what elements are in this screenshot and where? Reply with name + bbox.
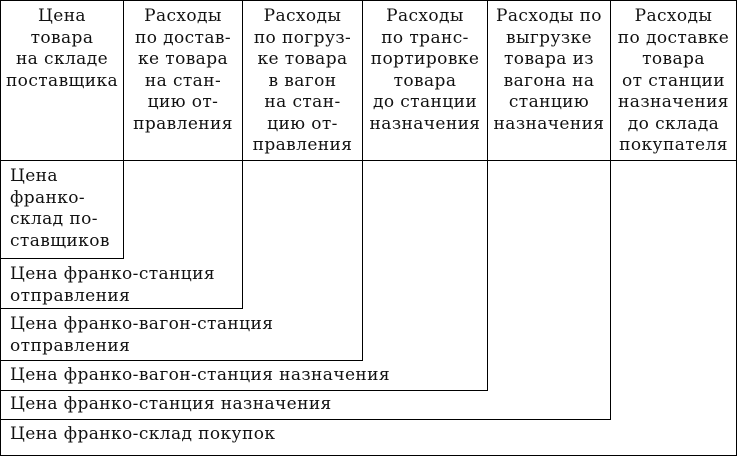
column-header-delivery-to-station: Расходы по достав- ке товара на стан- цию от- правления — [133, 6, 233, 134]
row-label-buyer-warehouse: Цена франко-склад покупок — [10, 424, 276, 444]
row-label-departure-station: Цена франко-станция отправления — [10, 264, 215, 306]
row-label-destination-station: Цена франко-станция назначения — [10, 394, 332, 414]
column-header-delivery-to-buyer: Расходы по доставке товара от станции назначения до склада покупателя — [617, 6, 730, 155]
column-header-loading-costs: Расходы по погруз- ке товара в вагон на стан- цию от- правления — [252, 6, 353, 155]
row-line-3 — [0, 360, 363, 361]
border-bottom — [0, 455, 737, 456]
row-label-supplier-warehouse: Цена франко- склад по- ставщиков — [10, 166, 110, 251]
row-label-departure-wagon: Цена франко-вагон-станция отправления — [10, 314, 274, 356]
row-line-1 — [0, 258, 124, 259]
border-top — [0, 0, 737, 1]
column-header-transport-costs: Расходы по транс- портировке товара до станции назначения — [369, 6, 481, 134]
row-line-4 — [0, 390, 488, 391]
column-header-unloading-costs: Расходы по выгрузке товара из вагона на станцию назначения — [493, 6, 605, 134]
row-label-destination-wagon: Цена франко-вагон-станция назначения — [10, 365, 391, 385]
column-header-supplier-price: Цена товара на складе поставщика — [5, 6, 119, 91]
header-separator — [0, 160, 737, 161]
row-line-5 — [0, 419, 611, 420]
row-line-2 — [0, 308, 243, 309]
